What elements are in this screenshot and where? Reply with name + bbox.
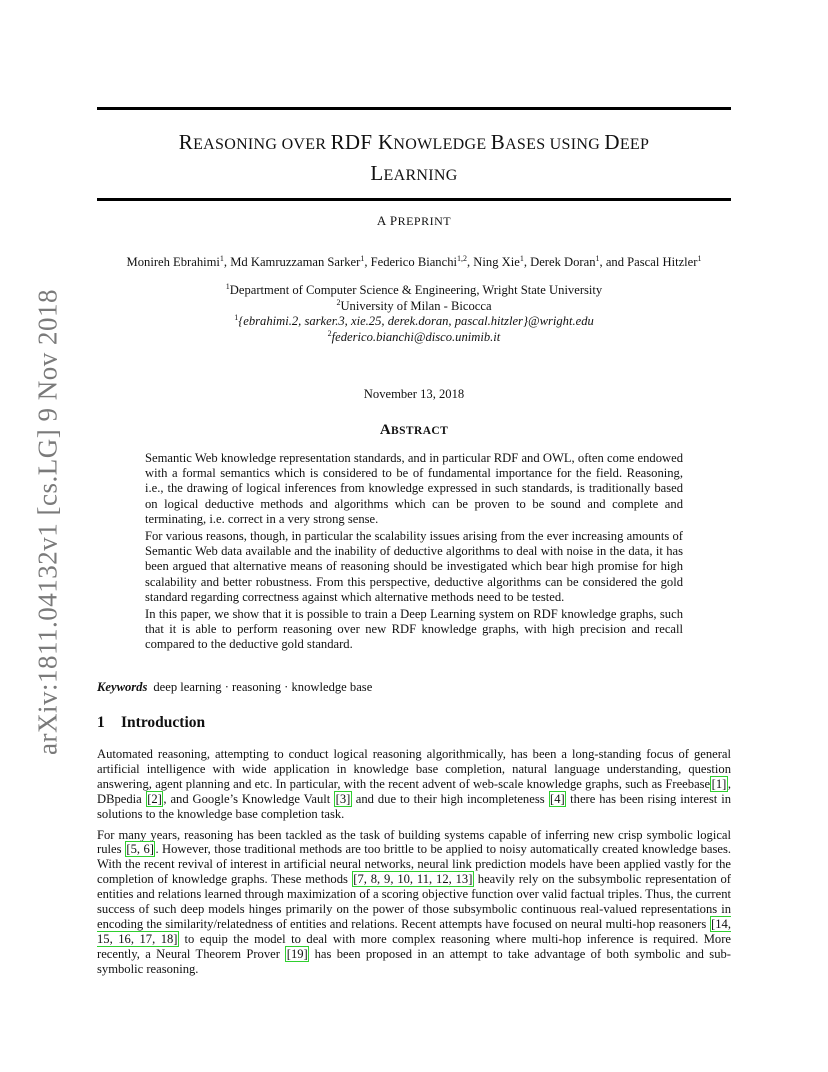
body-paragraph: Automated reasoning, attempting to conduct logical reasoning algorithmically, has been a long-standing focus of general artificial intelligence with wide application in knowledge base completion, natural language understanding, question answering, agent planning and etc. In particular, with the recent advent of web-scale knowledge graphs, such as Freebase [1] , DBpedia [2] , and Google’s Knowledge Vault [3] and due to their high incompleteness [4] there has been rising interest in solutions to the knowledge base completion task.	[97, 747, 732, 821]
abstract-paragraph: For various reasons, though, in particular the scalability issues arising from the ever increasing amounts of Semantic Web data available and the inability of deductive algorithms to deal with noise in the data, it has been argued that alternative means of reasoning should be investigated which bear high promise for high scalability and better robustness. From this perspective, deductive algorithms can be considered the gold standard regarding correctness against which alternative methods need to be tested.	[145, 529, 683, 604]
title-rule-top	[97, 107, 731, 110]
citation-link[interactable]: [2]	[147, 791, 162, 806]
citation-link[interactable]: [19]	[286, 946, 308, 961]
author-name: Md Kamruzzaman Sarker	[230, 255, 361, 269]
publication-date: November 13, 2018	[363, 387, 465, 401]
abstract-body	[145, 451, 683, 655]
citation-link[interactable]: [14, 15, 16, 17, 18]	[97, 916, 731, 946]
author-affil-sup: 1,2	[457, 254, 467, 263]
author-name: Ning Xie	[473, 255, 520, 269]
citation-link[interactable]: [7, 8, 9, 10, 11, 12, 13]	[353, 872, 473, 887]
citation-link[interactable]: [5, 6]	[126, 842, 154, 857]
keywords-text: deep learning · reasoning · knowledge base	[153, 680, 373, 694]
author-name: Monireh Ebrahimi	[126, 255, 220, 269]
author-name: Federico Bianchi	[370, 255, 457, 269]
author-list: Monireh Ebrahimi$^1$, Md Kamruzzaman Sarker$^1$, Federico Bianchi$^{1,2}$, Ning Xie$^1$, Derek Doran$^1$, and Pascal Hitzler$^1$	[126, 254, 702, 269]
author-affil-sup: 1	[519, 254, 524, 263]
author-affil-sup: 1	[360, 254, 365, 263]
author-affil-sup: 1	[697, 254, 702, 263]
paper-title: REASONING OVER RDF KNOWLEDGE BASES USING DEEP LEARNING	[178, 130, 650, 185]
arxiv-identifier-stamp: arXiv:1811.04132v1 [cs.LG] 9 Nov 2018	[32, 289, 63, 755]
body-paragraph: For many years, reasoning has been tackled as the task of building systems capable of inferring new crisp symbolic logical rules [5, 6] . However, those traditional methods are too brittle to be applied to noisy automatically created knowledge bases. With the recent revival of interest in artificial neural networks, neural link prediction models have been applied vastly for the completion of knowledge graphs. These methods [7, 8, 9, 10, 11, 12, 13] heavily rely on the subsymbolic representation of entities and relations learned through maximization of a scoring objective function over valid factual triples. Thus, the current success of such deep models hinges primarily on the power of those subsymbolic continuous real-valued representations in encoding the similarity/relatedness of entities and relations. Recent attempts have focused on neural multi-hop reasoners [14, 15, 16, 17, 18] to equip the model to deal with more complex reasoning where multi-hop inference is required. More recently, a Neural Theorem Prover [19] has been proposed in an attempt to take advantage of both symbolic and sub-symbolic reasoning.	[97, 827, 732, 976]
abstract-heading: ABSTRACT	[379, 422, 449, 438]
author-name: Derek Doran	[530, 255, 596, 269]
author-email-line: $^1${ebrahimi.2, sarker.3, xie.25, derek.doran, pascal.hitzler}@wright.edu	[234, 313, 594, 328]
author-name: Pascal Hitzler	[627, 255, 698, 269]
affiliation-line: $^1$Department of Computer Science & Engineering, Wright State University	[225, 282, 603, 297]
introduction-body	[97, 747, 731, 983]
section-number: 1	[97, 714, 105, 731]
keywords	[97, 680, 731, 695]
section-heading	[97, 714, 205, 732]
citation-link[interactable]: [4]	[550, 791, 565, 806]
preprint-label: A PREPRINT	[376, 213, 452, 228]
author-email-line: $^2$federico.bianchi@disco.unimib.it	[327, 328, 501, 344]
keywords-label: Keywords	[97, 680, 148, 694]
affiliation-line: $^2$University of Milan - Bicocca	[336, 297, 492, 313]
abstract-paragraph: Semantic Web knowledge representation standards, and in particular RDF and OWL, often come endowed with a formal semantics which is considered to be of fundamental importance for the field. Reasoning, i.e., the drawing of logical inferences from knowledge expressed in such standards, is traditionally based on logical deductive methods and algorithms which can be proven to be sound and complete and terminating, i.e. correct in a very strong sense.	[145, 451, 683, 526]
citation-link[interactable]: [1]	[711, 776, 727, 791]
author-affil-sup: 1	[219, 254, 224, 263]
citation-link[interactable]: [3]	[335, 791, 351, 806]
section-title: Introduction	[121, 714, 206, 731]
abstract-paragraph: In this paper, we show that it is possible to train a Deep Learning system on RDF knowledge graphs, such that it is able to perform reasoning over new RDF knowledge graphs, with high precision and recall compared to the deductive gold standard.	[145, 607, 683, 652]
author-affil-sup: 1	[595, 254, 600, 263]
affiliations	[97, 283, 731, 345]
title-rule-bottom	[97, 198, 731, 201]
